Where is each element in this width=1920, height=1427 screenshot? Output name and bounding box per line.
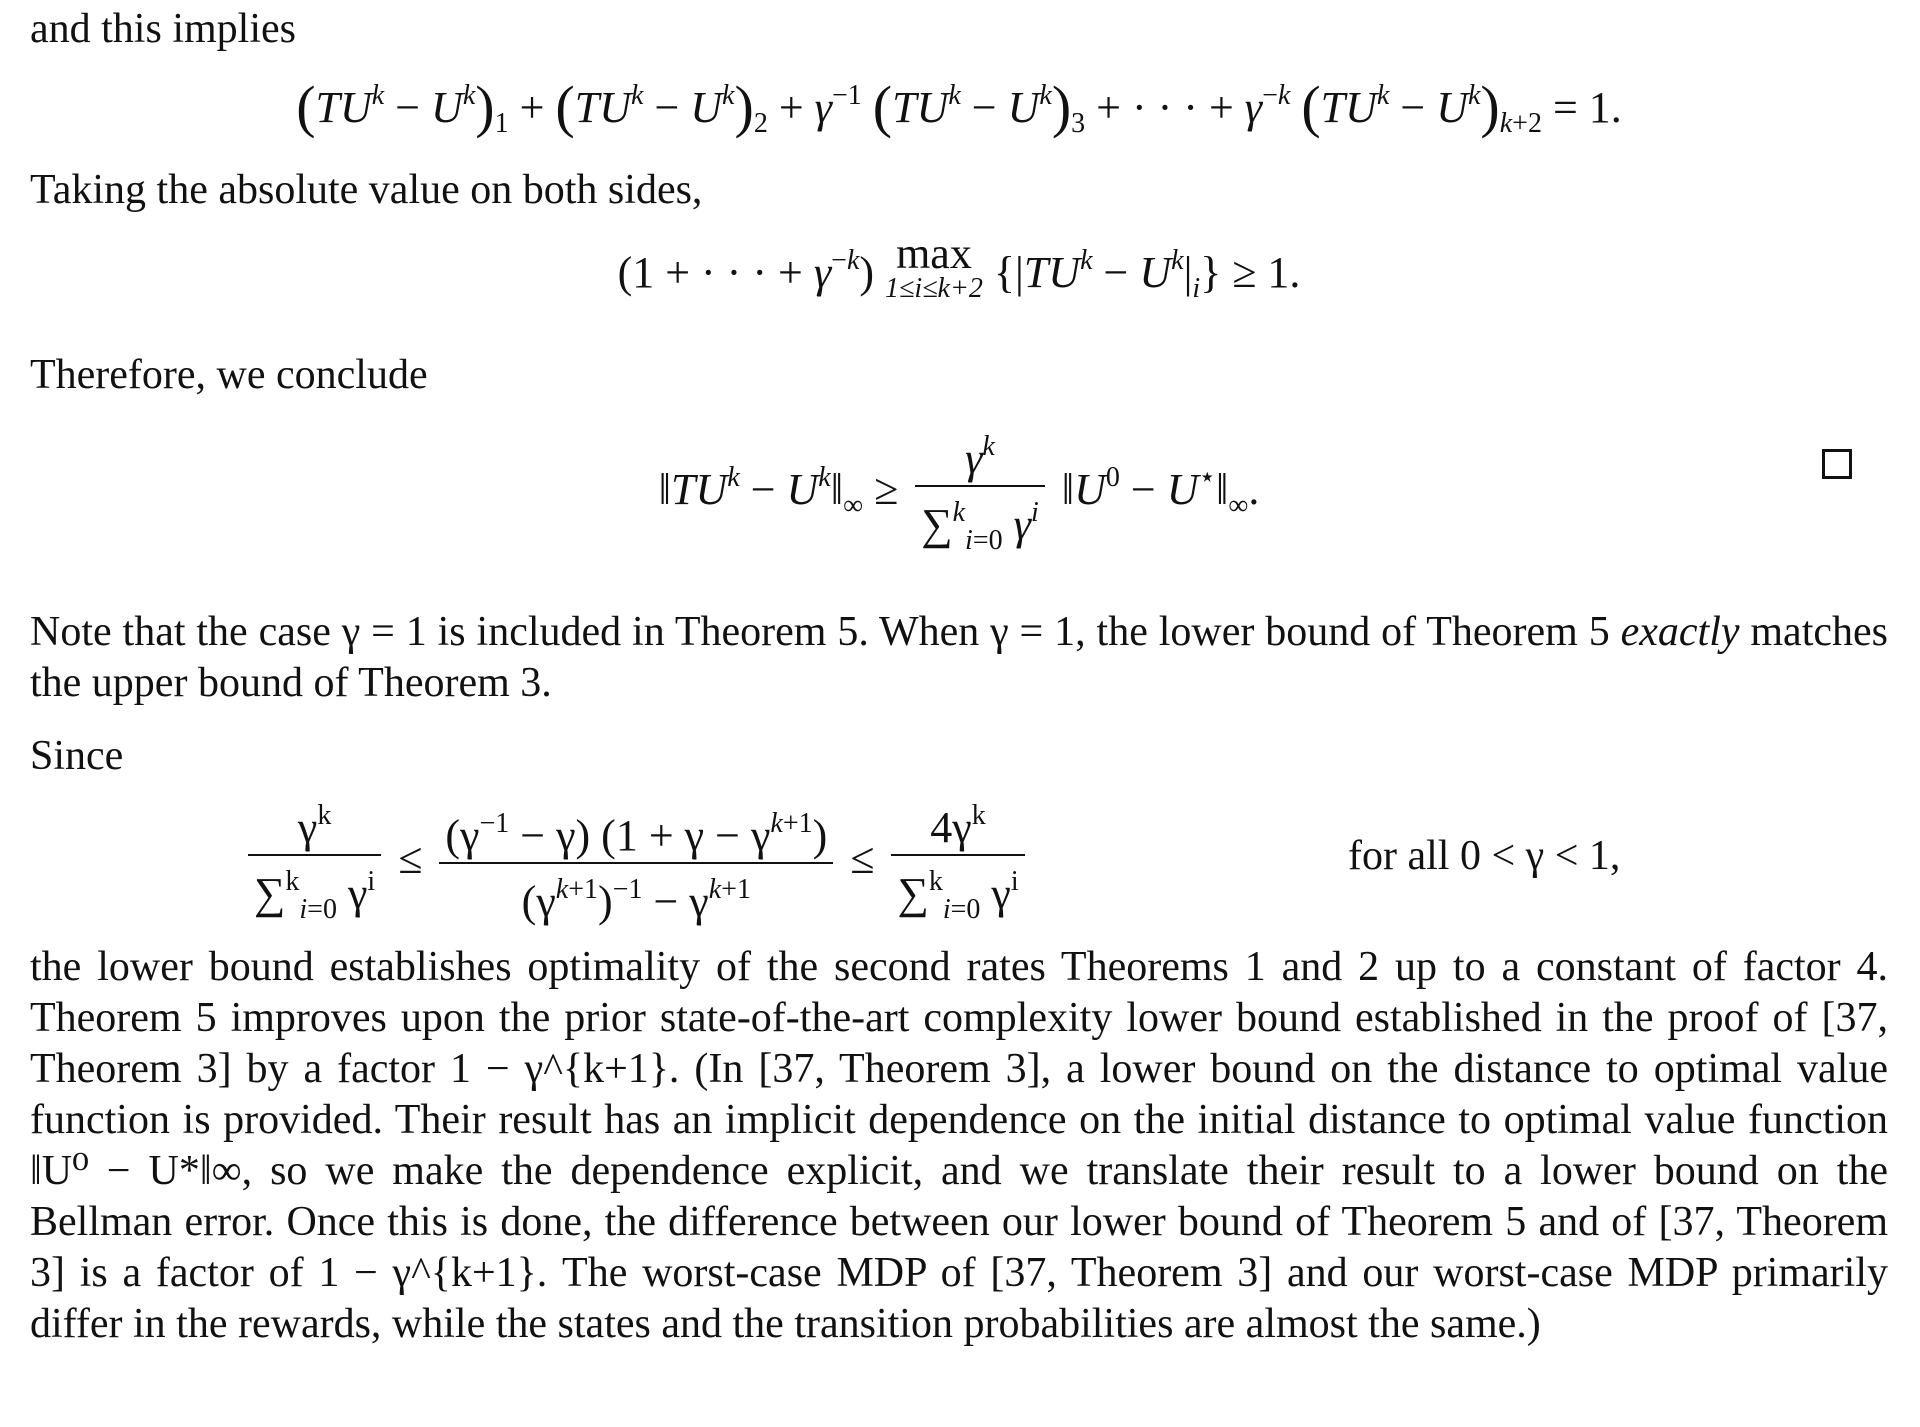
paragraph-therefore: Therefore, we conclude [30, 352, 428, 398]
paragraph-since: Since [30, 733, 124, 779]
since-condition: for all 0 < γ < 1, [1348, 833, 1621, 879]
equation-since-inequality: $\frac{\gamma^k}{\sum^k_{i=0} \gamma^i}$ ≤ $\frac{(\gamma^{-1} - \gamma) (1 + \gamma - \gamma^{k+1})}{(\gamma^{k+1})^{-1} - \gamma^{k+1}}$ ≤ $\frac{4\gamma^k}{\sum^k_{i=0} \gamma^i}$ for all 0 < γ < 1, [30, 782, 1888, 942]
paragraph-optimality-discussion: the lower bound establishes optimality of the second rates Theorems 1 and 2 up to a constant of factor 4. Theorem 5 improves upon the prior state-of-the-art complexity lower bound established in the proof of [37, Theorem 3] by a factor 1 − γ^{k+1}. (In [37, Theorem 3], a lower bound on the distance to optimal value function is provided. Their result has an implicit dependence on the initial distance to optimal value function ‖U⁰ − U*‖∞, so we make the dependence explicit, and we translate their result to a lower bound on the Bellman error. Once this is done, the difference between our lower bound of Theorem 5 and of [37, Theorem 3] is a factor of 1 − γ^{k+1}. The worst-case MDP of [37, Theorem 3] and our worst-case MDP primarily differ in the rewards, while the states and the transition probabilities are almost the same.) [30, 944, 1888, 1347]
equation-max-bound-rhs: ≥ 1. [1232, 248, 1301, 297]
paragraph-note-gamma-one: Note that the case γ = 1 is included in Theorem 5. When γ = 1, the lower bound of Theorem 5 exactly matches the upper bound of Theorem 3. [30, 609, 1888, 706]
paragraph-implies: and this implies [30, 6, 296, 52]
equation-conclusion: $‖TU^k$ − $U^k‖_\infty$ ≥ $\frac{\gamma^k}{\sum^k_{i=0} \gamma^i}$ $‖U^0$ − $U^⋆‖_\infty$. [30, 421, 1888, 567]
equation-max-bound: (1 + · · · + $\gamma^{-k}$) max 1≤i≤k+2 $\{|TU^k - U^k|_i\} \ge 1$. [617, 229, 1301, 304]
paragraph-absolute-value: Taking the absolute value on both sides, [30, 167, 703, 213]
qed-square-icon [1822, 449, 1852, 479]
equation-sum-identity: $(TU^k - U^k)_1 + (TU^k - U^k)_2 + \gamma^{-1}$ $(TU^k - U^k)_3$ + · · · + $\gamma^{-k}$ $(TU^k - U^k)_{k+2} = 1$. [296, 74, 1622, 139]
fraction-gamma-k-over-sum: $\frac{\gamma^k}{\sum^k_{i=0} \gamma^i}$ [915, 421, 1045, 567]
max-operator: max 1≤i≤k+2 [885, 229, 983, 304]
equation-sum-identity-rhs: = 1. [1552, 83, 1622, 132]
